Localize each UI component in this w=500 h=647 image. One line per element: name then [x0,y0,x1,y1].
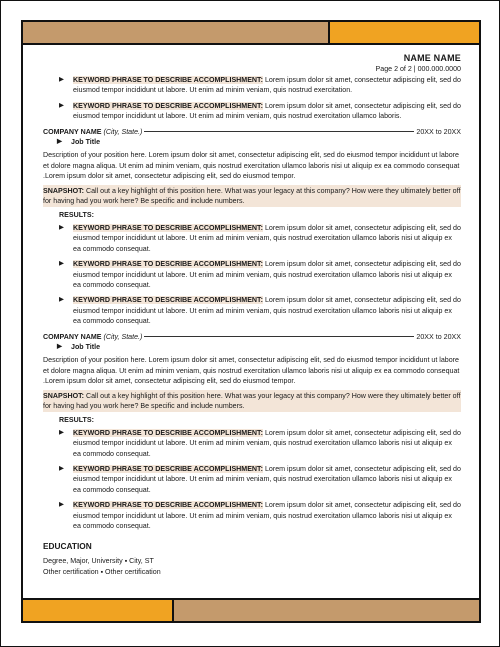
snapshot-label: SNAPSHOT: [43,186,84,195]
bottom-tan-bar [172,598,481,623]
list-item [59,75,461,96]
keyword-phrase: KEYWORD PHRASE TO DESCRIBE ACCOMPLISHMENT: [73,428,263,437]
accomplishment-text: Lorem ipsum dolor sit amet, consectetur adipiscing elit, sed do eiusmod tempor incididunt ut labore. Ut enim ad minim veniam, quis nostrud exercitation ullamco laboris nisi ut aliquip ex ea commodo consequat. [73,296,461,326]
arrow-right-icon: ▶ [59,101,64,109]
keyword-phrase: KEYWORD PHRASE TO DESCRIBE ACCOMPLISHMENT: [73,76,263,84]
job-entry [43,127,461,327]
arrow-right-icon: ▶ [59,296,64,304]
keyword-phrase: KEYWORD PHRASE TO DESCRIBE ACCOMPLISHMENT: [73,223,263,232]
arrow-right-icon: ▶ [59,223,64,231]
snapshot [43,185,461,208]
arrow-right-icon: ▶ [59,260,64,268]
job-entry [43,332,461,532]
arrow-right-icon: ▶ [59,76,64,83]
accomplishment-text: Lorem ipsum dolor sit amet, consectetur adipiscing elit, sed do eiusmod tempor incididunt ut labore. Ut enim ad minim veniam, quis nostrud exercitation ullamco laboris nisi ut aliquip ex ea commodo consequat. [73,465,461,494]
job-dates: 20XX to 20XX [416,127,461,136]
list-item [59,295,461,326]
resume-content [43,53,461,578]
arrow-right-icon: ▶ [59,501,64,509]
company-line [43,332,461,342]
results-list [59,428,461,532]
page-header [43,53,461,75]
job-title [57,137,461,147]
job-description: Description of your position here. Lorem ipsum dolor sit amet, consectetur adipiscing elit, sed do eiusmod tempor incididunt ut labore et dolore magna aliqua. Ut enim ad minim veniam, quis nostrud exercitation ullamco laboris nisi ut aliquip ex ea commodo consequat .Lorem ipsum dolor sit amet, consectetur adipiscing elit, sed do eiusmod tempor. [43,356,460,386]
accomplishment-text: Lorem ipsum dolor sit amet, consectetur adipiscing elit, sed do eiusmod tempor incididunt ut labore. Ut enim ad minim veniam, quis nostrud exercitation ullamco laboris nisi ut aliquip ex ea commodo consequat. [73,501,461,531]
divider [144,131,414,132]
job-description: Description of your position here. Lorem ipsum dolor sit amet, consectetur adipiscing elit, sed do eiusmod tempor incididunt ut labore et dolore magna aliqua. Ut enim ad minim veniam, quis nostrud exercitation ullamco laboris nisi ut aliquip ex ea commodo consequat .Lorem ipsum dolor sit amet, consectetur adipiscing elit, sed do eiusmod tempor. [43,151,460,181]
arrow-right-icon: ▶ [59,465,64,472]
keyword-phrase: KEYWORD PHRASE TO DESCRIBE ACCOMPLISHMENT: [73,296,263,305]
list-item [59,101,461,122]
snapshot-text: Call out a key highlight of this position here. What was your legacy at this company? How were they ultimately better off for having had you work here? Be specific and include numbers. [43,186,461,206]
accomplishment-text: Lorem ipsum dolor sit amet, consectetur adipiscing elit, sed do eiusmod tempor incididunt ut labore. Ut enim ad minim veniam, quis nostrud exercitation. [73,76,461,95]
snapshot-label: SNAPSHOT: [43,391,84,400]
list-item [59,259,461,290]
job-title [57,342,461,352]
keyword-phrase: KEYWORD PHRASE TO DESCRIBE ACCOMPLISHMENT: [73,465,263,473]
job-dates: 20XX to 20XX [416,332,461,341]
accomplishment-text: Lorem ipsum dolor sit amet, consectetur adipiscing elit, sed do eiusmod tempor incididunt ut labore. Ut enim ad minim veniam, quis nostrud exercitation ullamco laboris nisi ut aliquip ex ea commodo consequat. [73,428,461,458]
bottom-orange-bar [21,598,174,623]
list-item [59,223,461,254]
list-item [59,464,461,495]
divider [144,336,414,337]
results-label: RESULTS: [59,416,94,425]
education-degree: Degree, Major, University ▪ City, ST [43,556,154,565]
company-location: (City, State.) [103,127,143,136]
page-info: Page 2 of 2 | 000.000.0000 [375,65,461,73]
education-heading: EDUCATION [43,541,92,552]
education-certifications: Other certification ▪ Other certification [43,567,161,576]
company-name: COMPANY NAME [43,332,102,341]
job-title-text: Job Title [71,138,101,147]
list-item [59,500,461,531]
arrow-right-icon: ▶ [59,428,64,436]
candidate-name: NAME NAME [403,53,461,63]
accomplishment-text: Lorem ipsum dolor sit amet, consectetur adipiscing elit, sed do eiusmod tempor incididunt ut labore. Ut enim ad minim veniam, quis nostrud exercitation ullamco laboris nisi ut aliquip ex ea commodo consequat. [73,223,461,253]
accomplishment-text: Lorem ipsum dolor sit amet, consectetur adipiscing elit, sed do eiusmod tempor incididunt ut labore. Ut enim ad minim veniam, quis nostrud exercitation ullamco laboris nisi ut aliquip ex ea commodo consequat. [73,260,461,289]
keyword-phrase: KEYWORD PHRASE TO DESCRIBE ACCOMPLISHMENT: [73,101,263,110]
top-tan-bar [21,20,330,45]
arrow-right-icon: ▶ [57,342,62,350]
top-orange-bar [328,20,481,45]
company-name: COMPANY NAME [43,127,102,136]
keyword-phrase: KEYWORD PHRASE TO DESCRIBE ACCOMPLISHMENT: [73,501,263,510]
snapshot [43,390,461,413]
arrow-right-icon: ▶ [57,138,62,146]
keyword-phrase: KEYWORD PHRASE TO DESCRIBE ACCOMPLISHMENT: [73,260,263,269]
job-title-text: Job Title [71,342,101,351]
list-item [59,428,461,459]
accomplishment-text: Lorem ipsum dolor sit amet, consectetur adipiscing elit, sed do eiusmod tempor incididunt ut labore. Ut enim ad minim veniam, quis nostrud exercitation ullamco laboris. [73,101,461,121]
results-label: RESULTS: [59,211,94,220]
top-accomplishments [59,75,461,122]
company-line [43,127,461,137]
results-list [59,223,461,327]
snapshot-text: Call out a key highlight of this position here. What was your legacy at this company? How were they ultimately better off for having had you work here? Be specific and include numbers. [43,391,461,410]
company-location: (City, State.) [103,332,143,341]
